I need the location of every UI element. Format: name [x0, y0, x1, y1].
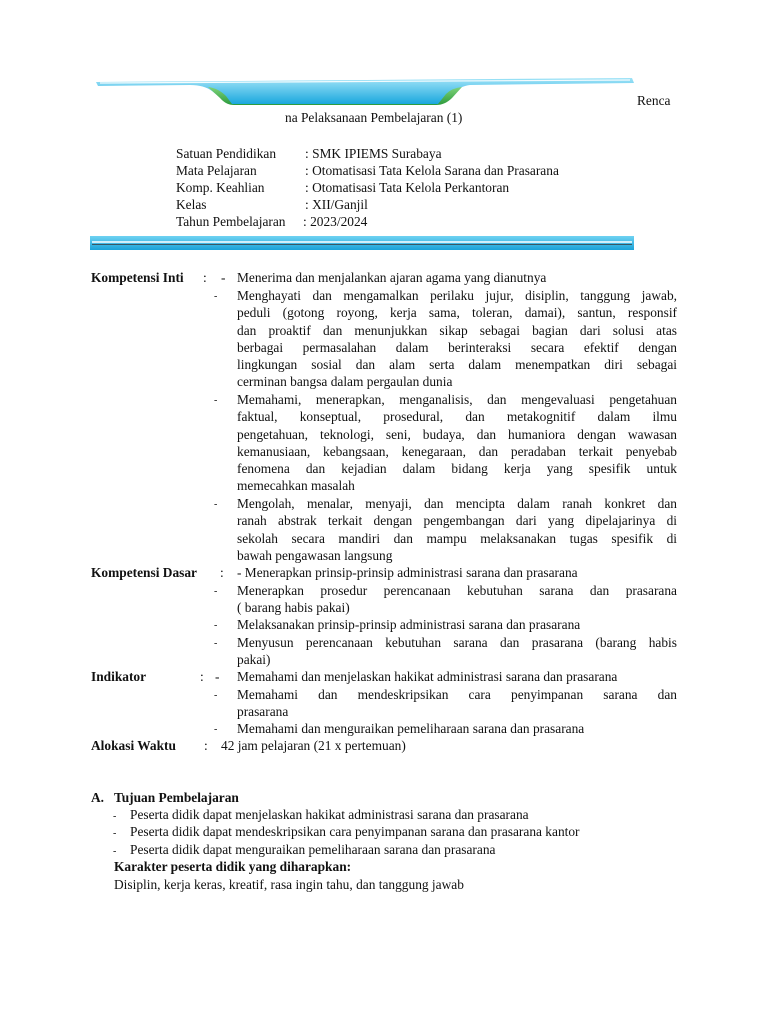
alokasi-waktu-value: 42 jam pelajaran (21 x pertemuan) — [221, 738, 406, 753]
list-marker: - — [214, 690, 218, 701]
label-colon: : — [220, 565, 224, 580]
list-marker: - — [214, 291, 218, 302]
identity-value: : XII/Ganjil — [305, 197, 368, 212]
list-marker: - — [113, 811, 117, 822]
identity-key: Kelas — [176, 197, 207, 212]
identity-key: Mata Pelajaran — [176, 163, 257, 178]
karakter-text: Disiplin, kerja keras, kreatif, rasa ingin tahu, dan tanggung jawab — [114, 877, 464, 892]
indikator-label: Indikator — [91, 669, 147, 684]
label-colon: : — [203, 270, 207, 285]
list-item: Melaksanakan prinsip-prinsip administrasi sarana dan prasarana — [237, 617, 581, 632]
list-item: Menyusun perencanaan kebutuhan sarana dan prasarana (barang habis pakai) — [237, 635, 677, 668]
list-item: Peserta didik dapat menguraikan pemeliharaan sarana dan prasarana — [130, 842, 496, 857]
list-item: Memahami, menerapkan, menganalisis, dan mengevaluasi pengetahuan faktual, konseptual, prosedural, dan metakognitif dalam ilmu pengetahuan, teknologi, seni, budaya, dan humaniora dengan wawasan kemanusiaan, kebangsaan, kenegaraan, dan peradaban terkait penyebab fenomena dan kejadian dalam bidang kerja yang spesifik untuk memecahkan masalah — [237, 392, 677, 494]
identity-key: Satuan Pendidikan — [176, 146, 277, 161]
title-part1: Renca — [637, 93, 671, 108]
list-marker: - — [214, 620, 218, 631]
list-item: Menghayati dan mengamalkan perilaku jujur, disiplin, tanggung jawab, peduli (gotong royong, kerja sama, toleran, damai), santun, responsif dan proaktif dan menunjukkan sikap sebagai bagian dari solusi atas berbagai permasalahan dalam berinteraksi secara efektif dengan lingkungan sosial dan alam serta dalam menempatkan diri sebagai cerminan bangsa dalam pergaulan dunia — [237, 288, 677, 390]
identity-value: : SMK IPIEMS Surabaya — [305, 146, 442, 161]
list-item: Mengolah, menalar, menyaji, dan mencipta dalam ranah konkret dan ranah abstrak terkait dengan pengembangan dari yang dipelajarinya di sekolah secara mandiri dan mampu melaksanakan tugas spesifik di bawah pengawasan langsung — [237, 496, 677, 563]
header-banner — [90, 74, 638, 110]
identity-value: : Otomatisasi Tata Kelola Perkantoran — [305, 180, 510, 195]
alokasi-waktu-label: Alokasi Waktu — [91, 738, 176, 753]
list-marker: - — [113, 846, 117, 857]
list-marker: - — [215, 669, 220, 684]
section-heading: Tujuan Pembelajaran — [114, 790, 239, 805]
identity-key: Tahun Pembelajaran — [176, 214, 286, 229]
list-marker: - — [214, 395, 218, 406]
list-marker: - — [214, 724, 218, 735]
list-item: Menerima dan menjalankan ajaran agama yang dianutnya — [237, 270, 547, 285]
list-marker: - — [221, 270, 226, 285]
list-marker: - — [113, 828, 117, 839]
label-colon: : — [204, 738, 208, 753]
list-item: Memahami dan mendeskripsikan cara penyimpanan sarana dan prasarana — [237, 687, 677, 720]
identity-key: Komp. Keahlian — [176, 180, 265, 195]
list-item: Peserta didik dapat mendeskripsikan cara penyimpanan sarana dan prasarana kantor — [130, 824, 580, 839]
section-marker: A. — [91, 790, 105, 805]
label-colon: : — [200, 669, 204, 684]
list-item: Menerapkan prosedur perencanaan kebutuhan sarana dan prasarana ( barang habis pakai) — [237, 583, 677, 616]
list-item: Peserta didik dapat menjelaskan hakikat administrasi sarana dan prasarana — [130, 807, 529, 822]
kompetensi-dasar-label: Kompetensi Dasar — [91, 565, 198, 580]
list-marker: - — [214, 638, 218, 649]
list-marker: - — [214, 499, 218, 510]
identity-value: : Otomatisasi Tata Kelola Sarana dan Prasarana — [305, 163, 559, 178]
karakter-heading: Karakter peserta didik yang diharapkan: — [114, 859, 352, 874]
list-item: - Menerapkan prinsip-prinsip administrasi sarana dan prasarana — [237, 565, 578, 580]
kompetensi-inti-label: Kompetensi Inti — [91, 270, 184, 285]
header-divider-bar — [90, 234, 634, 252]
title-part2: na Pelaksanaan Pembelajaran (1) — [285, 110, 463, 125]
list-item: Memahami dan menjelaskan hakikat administrasi sarana dan prasarana — [237, 669, 618, 684]
identity-value: : 2023/2024 — [303, 214, 368, 229]
list-item: Memahami dan menguraikan pemeliharaan sarana dan prasarana — [237, 721, 585, 736]
list-marker: - — [214, 586, 218, 597]
